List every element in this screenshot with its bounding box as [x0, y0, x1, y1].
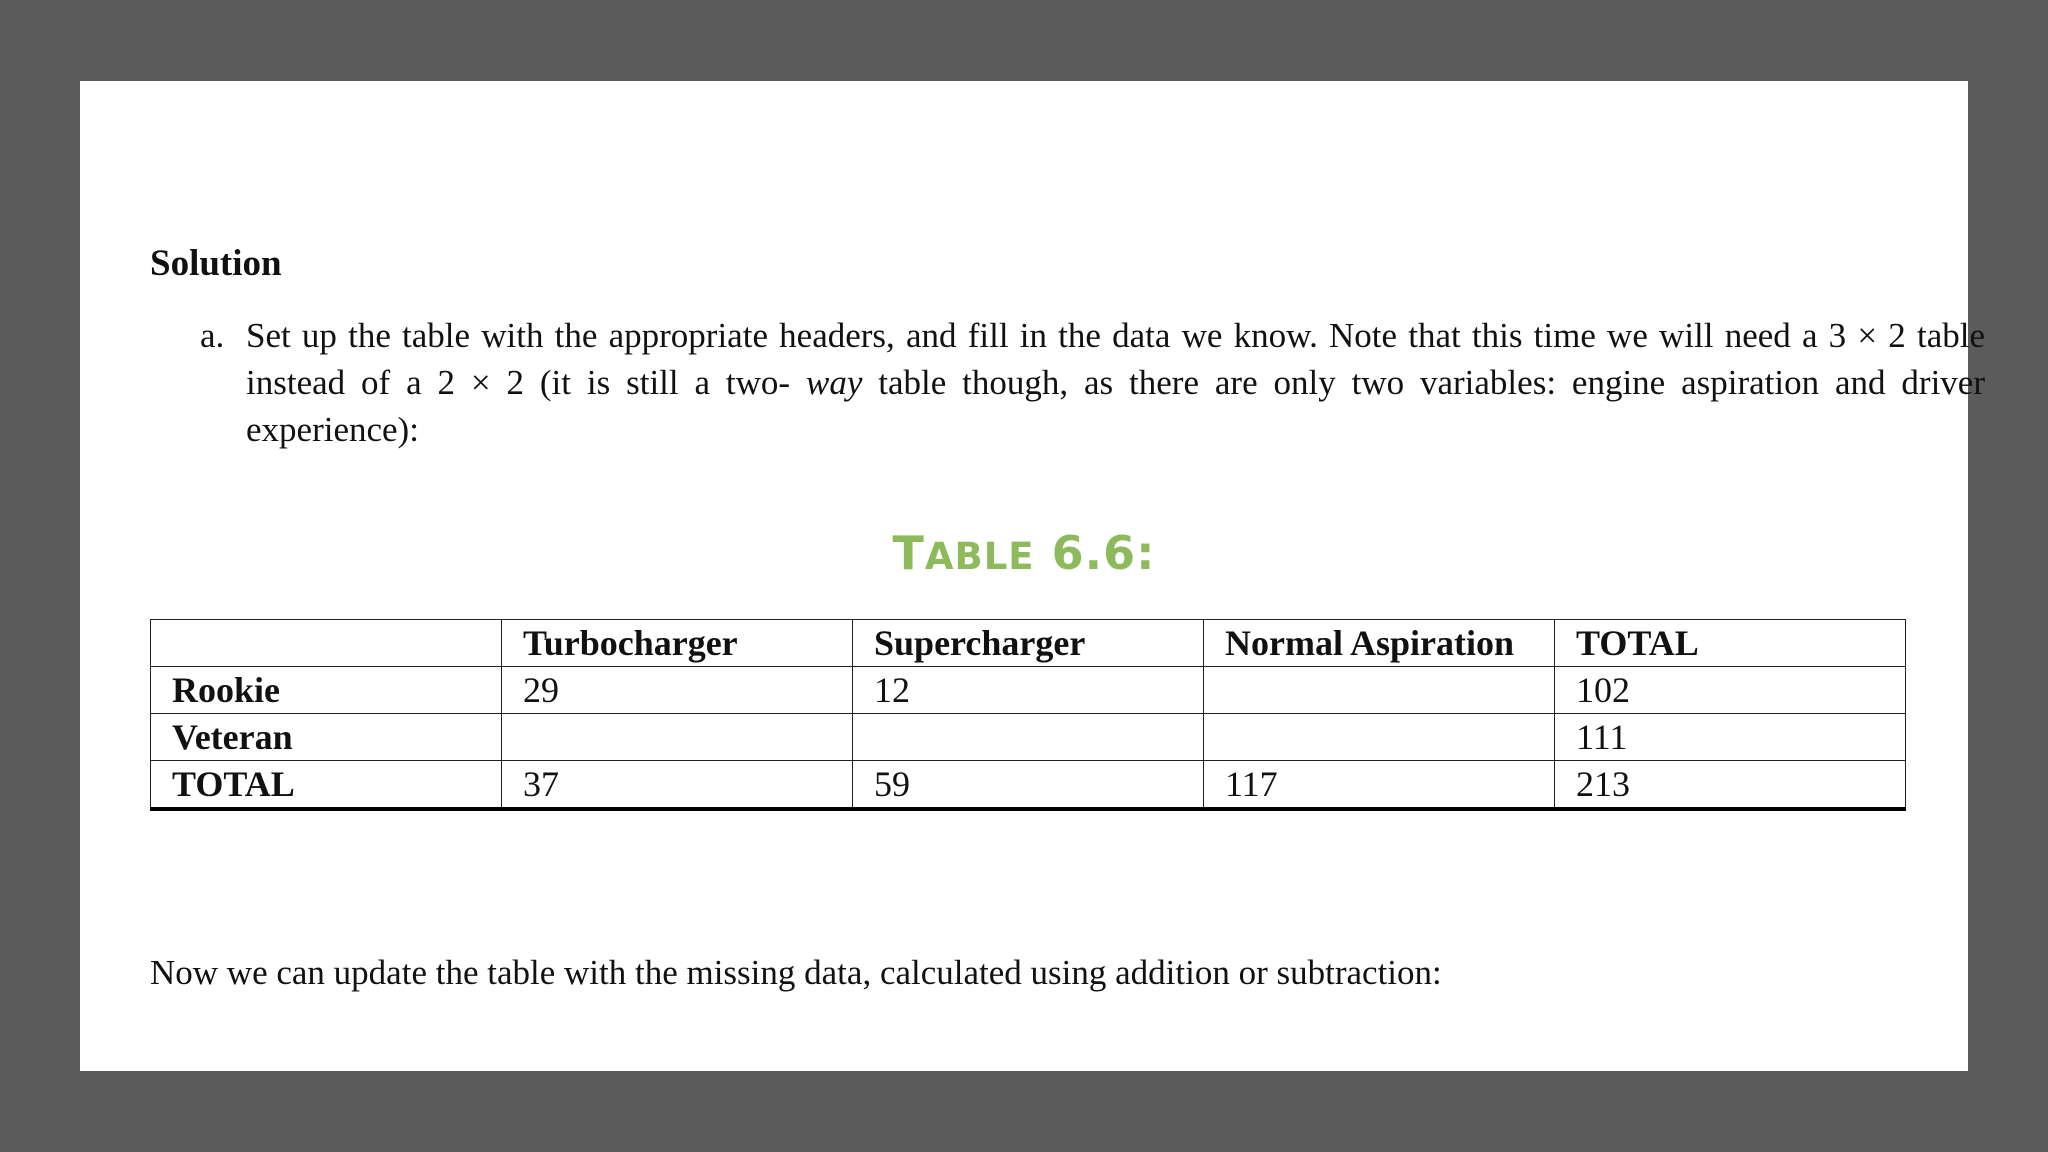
- header-cell-corner: [151, 620, 502, 667]
- header-cell-total: TOTAL: [1555, 620, 1906, 667]
- table-row-veteran: [151, 714, 1906, 761]
- header-cell-turbocharger: Turbocharger: [502, 620, 853, 667]
- table-cell: 59: [853, 761, 1204, 810]
- header-cell-supercharger: Supercharger: [853, 620, 1204, 667]
- table-cell: 117: [1204, 761, 1555, 810]
- table-cell: [502, 714, 853, 761]
- section-heading: Solution: [150, 243, 282, 284]
- table-cell: 111: [1555, 714, 1906, 761]
- data-table: [150, 619, 1906, 811]
- header-cell-normal-aspiration: Normal Aspiration: [1204, 620, 1555, 667]
- item-text-emphasis: way: [805, 363, 863, 402]
- table-caption: [80, 525, 1968, 585]
- row-label: Veteran: [151, 714, 502, 761]
- table-cell: 102: [1555, 667, 1906, 714]
- row-label: TOTAL: [151, 761, 502, 810]
- item-marker: a.: [200, 316, 225, 355]
- table-caption-smallcaps: ABLE: [924, 535, 1035, 578]
- solution-item-a: [200, 312, 1985, 453]
- table-row-rookie: [151, 667, 1906, 714]
- table-cell: 213: [1555, 761, 1906, 810]
- table-caption-number: 6.6:: [1034, 526, 1156, 580]
- table-cell: 29: [502, 667, 853, 714]
- table-cell: 12: [853, 667, 1204, 714]
- item-text-part1: Set up the table with the appropriate headers, and fill in the data we know. Note that this time we will need a 3 × 2 table instead of a 2 × 2 (it is still a two-: [246, 316, 1985, 402]
- table-cell: [1204, 667, 1555, 714]
- item-text-part2: table though, as there are only two variables: engine aspiration and driver experience):: [246, 363, 1985, 449]
- table-cell: [853, 714, 1204, 761]
- item-text: [246, 312, 1985, 453]
- row-label: Rookie: [151, 667, 502, 714]
- table-cell: 37: [502, 761, 853, 810]
- table-row-total: [151, 761, 1906, 810]
- table-cell: [1204, 714, 1555, 761]
- document-page: [80, 81, 1985, 1071]
- followup-paragraph: Now we can update the table with the missing data, calculated using addition or subtraction:: [150, 953, 1442, 992]
- table-caption-initial: T: [892, 526, 925, 580]
- table-header-row: [151, 620, 1906, 667]
